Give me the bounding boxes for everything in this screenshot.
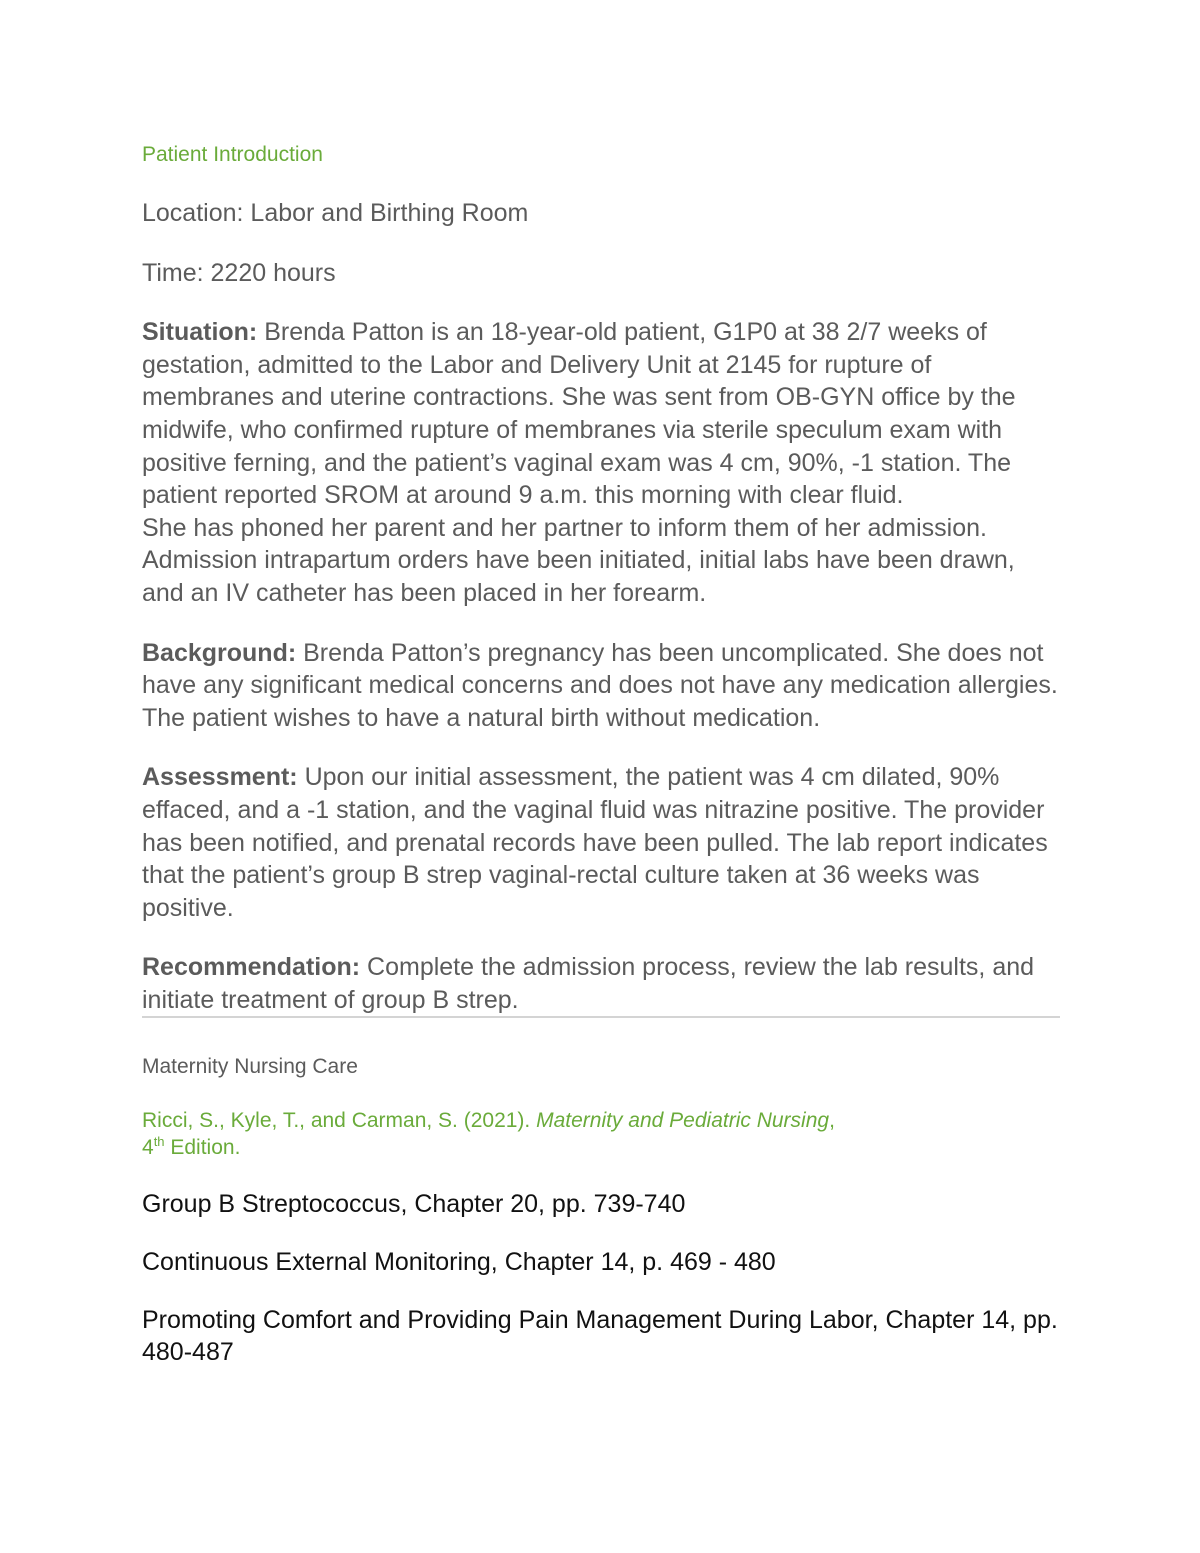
background-paragraph	[142, 637, 1060, 735]
location-line: Location: Labor and Birthing Room	[142, 199, 529, 227]
document-page	[142, 140, 1060, 1394]
citation-book-title: Maternity and Pediatric Nursing	[536, 1109, 830, 1133]
maternity-nursing-care-title: Maternity Nursing Care	[142, 1055, 358, 1079]
recommendation-label: Recommendation:	[142, 953, 361, 982]
situation-paragraph	[142, 316, 1060, 609]
assessment-paragraph	[142, 761, 1060, 924]
patient-introduction-heading: Patient Introduction	[142, 143, 323, 166]
citation-edition-text: Edition.	[164, 1136, 241, 1160]
situation-text-continued: She has phoned her parent and her partner to inform them of her admission. Admission intrapartum orders have been initiated, initial labs have been drawn, and an IV catheter has been placed in her forearm.	[142, 513, 1015, 607]
reference-external-monitoring: Continuous External Monitoring, Chapter 14, p. 469 - 480	[142, 1248, 776, 1277]
background-text: Brenda Patton’s pregnancy has been uncomplicated. She does not have any significant medical concerns and does not have any medication allergies. The patient wishes to have a natural birth without medication.	[142, 638, 1058, 732]
recommendation-text: Complete the admission process, review the lab results, and initiate treatment of group B strep.	[142, 953, 1035, 1014]
textbook-citation	[142, 1107, 1060, 1161]
reference-pain-management: Promoting Comfort and Providing Pain Management During Labor, Chapter 14, pp. 480-487	[142, 1305, 1058, 1367]
citation-authors: Ricci, S., Kyle, T., and Carman, S. (2021).	[142, 1109, 537, 1133]
assessment-label: Assessment:	[142, 763, 298, 792]
recommendation-paragraph	[142, 951, 1060, 1016]
reference-group-b-strep: Group B Streptococcus, Chapter 20, pp. 739-740	[142, 1190, 686, 1219]
citation-comma: ,	[829, 1109, 835, 1133]
citation-edition-suffix: th	[153, 1134, 165, 1150]
assessment-text: Upon our initial assessment, the patient was 4 cm dilated, 90% effaced, and a -1 station, and the vaginal fluid was nitrazine positive. The provider has been notified, and prenatal records have been pulled. The lab report indicates that the patient’s group B strep vaginal-rectal culture taken at 36 weeks was positive.	[142, 763, 1048, 922]
situation-label: Situation:	[142, 318, 258, 347]
citation-edition-number: 4	[142, 1136, 154, 1160]
section-divider	[142, 1016, 1060, 1018]
background-label: Background:	[142, 638, 297, 667]
time-line: Time: 2220 hours	[142, 258, 336, 287]
situation-text: Brenda Patton is an 18-year-old patient, G1P0 at 38 2/7 weeks of gestation, admitted to the Labor and Delivery Unit at 2145 for rupture of membranes and uterine contractions. She was sent from OB-GYN office by the midwife, who confirmed rupture of membranes via sterile speculum exam with positive ferning, and the patient’s vaginal exam was 4 cm, 90%, -1 station. The patient reported SROM at around 9 a.m. this morning with clear fluid.	[142, 318, 1016, 510]
